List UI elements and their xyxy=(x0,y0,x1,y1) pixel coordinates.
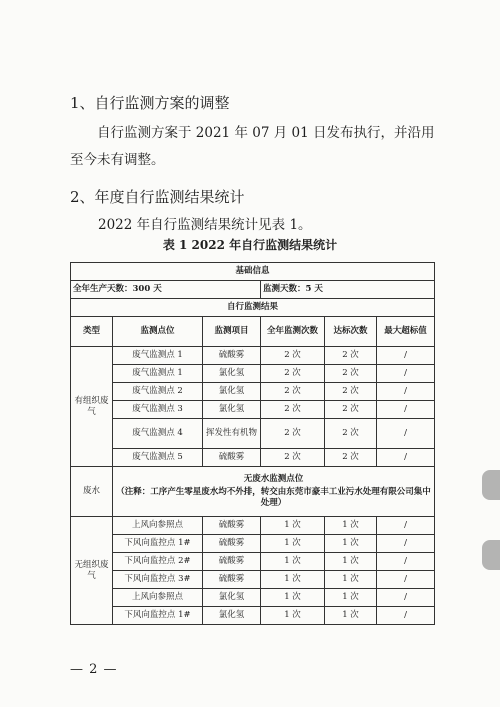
table-row xyxy=(71,401,435,419)
max-cell: / xyxy=(377,383,435,401)
count-cell: 2 次 xyxy=(261,401,325,419)
results-header: 自行监测结果 xyxy=(71,299,435,317)
section-1-body: 自行监测方案于 2021 年 07 月 01 日发布执行，并沿用至今未有调整。 xyxy=(70,125,435,168)
max-cell: / xyxy=(377,517,435,535)
production-days-cell: 全年生产天数：300 天 xyxy=(71,281,261,299)
wastewater-note-cell xyxy=(113,467,435,517)
page-number: — 2 — xyxy=(70,662,118,677)
section-2-intro: 2022 年自行监测结果统计见表 1。 xyxy=(98,217,312,233)
table-row xyxy=(71,607,435,625)
max-cell: / xyxy=(377,589,435,607)
item-cell: 挥发性有机物 xyxy=(203,419,261,449)
pass-cell: 1 次 xyxy=(325,571,377,589)
column-header: 全年监测次数 xyxy=(261,317,325,347)
pass-cell: 1 次 xyxy=(325,535,377,553)
seal-stamp-mark xyxy=(482,470,500,500)
table-row xyxy=(71,347,435,365)
point-cell: 废气监测点 1 xyxy=(113,365,203,383)
count-cell: 1 次 xyxy=(261,553,325,571)
item-cell: 硫酸雾 xyxy=(203,517,261,535)
count-cell: 2 次 xyxy=(261,365,325,383)
column-header: 监测项目 xyxy=(203,317,261,347)
point-cell: 废气监测点 4 xyxy=(113,419,203,449)
item-cell: 氯化氢 xyxy=(203,607,261,625)
point-cell: 上风向参照点 xyxy=(113,517,203,535)
basic-info-header: 基础信息 xyxy=(71,263,435,281)
table-row xyxy=(71,571,435,589)
count-cell: 1 次 xyxy=(261,517,325,535)
max-cell: / xyxy=(377,401,435,419)
max-cell: / xyxy=(377,571,435,589)
wastewater-line-1: 无废水监测点位 xyxy=(243,474,304,484)
table-row xyxy=(71,553,435,571)
count-cell: 1 次 xyxy=(261,589,325,607)
max-cell: / xyxy=(377,553,435,571)
pass-cell: 1 次 xyxy=(325,517,377,535)
count-cell: 1 次 xyxy=(261,571,325,589)
column-header: 达标次数 xyxy=(325,317,377,347)
item-cell: 氯化氢 xyxy=(203,383,261,401)
table-row xyxy=(71,467,435,517)
point-cell: 废气监测点 2 xyxy=(113,383,203,401)
table-row xyxy=(71,365,435,383)
point-cell: 下风向监控点 2# xyxy=(113,553,203,571)
point-cell: 上风向参照点 xyxy=(113,589,203,607)
pass-cell: 1 次 xyxy=(325,553,377,571)
point-cell: 下风向监控点 3# xyxy=(113,571,203,589)
max-cell: / xyxy=(377,449,435,467)
count-cell: 2 次 xyxy=(261,383,325,401)
max-cell: / xyxy=(377,347,435,365)
item-cell: 氯化氢 xyxy=(203,401,261,419)
section-2-heading: 2、年度自行监测结果统计 xyxy=(70,188,245,206)
item-cell: 硫酸雾 xyxy=(203,571,261,589)
table-row xyxy=(71,589,435,607)
item-cell: 硫酸雾 xyxy=(203,535,261,553)
seal-stamp-mark xyxy=(482,540,500,570)
pass-cell: 2 次 xyxy=(325,365,377,383)
item-cell: 硫酸雾 xyxy=(203,449,261,467)
point-cell: 废气监测点 1 xyxy=(113,347,203,365)
item-cell: 硫酸雾 xyxy=(203,347,261,365)
max-cell: / xyxy=(377,419,435,449)
table-row xyxy=(71,419,435,449)
monitoring-days-cell: 监测天数：5 天 xyxy=(261,281,435,299)
count-cell: 2 次 xyxy=(261,449,325,467)
table-row xyxy=(71,449,435,467)
column-header: 监测点位 xyxy=(113,317,203,347)
pass-cell: 1 次 xyxy=(325,589,377,607)
column-header: 最大超标值 xyxy=(377,317,435,347)
point-cell: 废气监测点 3 xyxy=(113,401,203,419)
type-cell: 废水 xyxy=(71,467,113,517)
max-cell: / xyxy=(377,607,435,625)
item-cell: 氯化氢 xyxy=(203,365,261,383)
pass-cell: 2 次 xyxy=(325,449,377,467)
item-cell: 氯化氢 xyxy=(203,589,261,607)
count-cell: 1 次 xyxy=(261,535,325,553)
pass-cell: 2 次 xyxy=(325,347,377,365)
item-cell: 硫酸雾 xyxy=(203,553,261,571)
pass-cell: 1 次 xyxy=(325,607,377,625)
table-row xyxy=(71,517,435,535)
pass-cell: 2 次 xyxy=(325,419,377,449)
max-cell: / xyxy=(377,365,435,383)
point-cell: 下风向监控点 1# xyxy=(113,607,203,625)
monitoring-results-table xyxy=(70,262,435,625)
count-cell: 2 次 xyxy=(261,419,325,449)
table-caption: 表 1 2022 年自行监测结果统计 xyxy=(162,238,338,252)
type-cell: 有组织废气 xyxy=(71,347,113,467)
type-cell: 无组织废气 xyxy=(71,517,113,625)
section-1-heading: 1、自行监测方案的调整 xyxy=(70,94,230,112)
pass-cell: 2 次 xyxy=(325,383,377,401)
point-cell: 下风向监控点 1# xyxy=(113,535,203,553)
table-row xyxy=(71,535,435,553)
point-cell: 废气监测点 5 xyxy=(113,449,203,467)
count-cell: 2 次 xyxy=(261,347,325,365)
max-cell: / xyxy=(377,535,435,553)
count-cell: 1 次 xyxy=(261,607,325,625)
pass-cell: 2 次 xyxy=(325,401,377,419)
table-row xyxy=(71,383,435,401)
wastewater-line-2: （注释：工序产生零星废水均不外排，转交由东莞市豪丰工业污水处理有限公司集中处理） xyxy=(116,487,431,508)
column-header: 类型 xyxy=(71,317,113,347)
